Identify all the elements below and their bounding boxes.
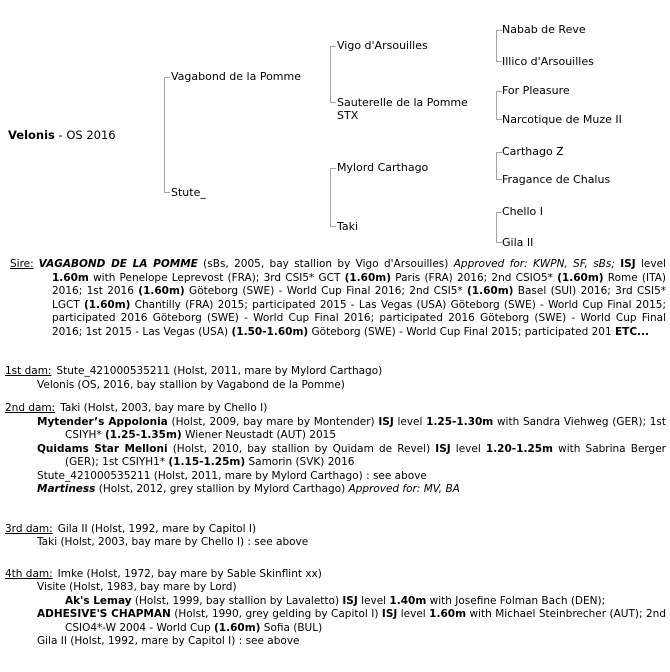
tree-bracket-sire-dam [496, 91, 497, 120]
dam2-heading-line [5, 402, 666, 416]
dam2-offspring-line: Quidams Star Melloni (Holst, 2010, bay stallion by Quidam de Revel) ISJ level 1.20-1.25m with Sabrina Berger (GER); 1st CSIYH1* (1.15-1.25m) Samorin (SVK) 2016 [37, 442, 666, 468]
section-3rd-dam [5, 523, 666, 550]
node-sire: Vagabond de la Pomme [171, 70, 302, 83]
dam2-offspring-line: Martiness (Holst, 2012, grey stallion by Mylord Carthago) Approved for: MV, BA [37, 483, 460, 495]
dam1-name-line: Stute_421000535211 (Holst, 2011, mare by Mylord Carthago) [56, 365, 383, 377]
dam1-offspring-line: Velonis (OS, 2016, bay stallion by Vagabond de la Pomme) [37, 378, 345, 391]
sire-paragraph [5, 258, 666, 339]
dam4-offspring-line: ADHESIVE'S CHAPMAN (Holst, 1990, grey gelding by Capitol I) ISJ level 1.60m with Michael Steinbrecher (AUT); 2nd CSIO4*-W 2004 - World Cup (1.60m) Sofia (BUL) [37, 608, 666, 634]
section-4th-dam [5, 568, 666, 649]
tree-bracket-sire-sire [496, 30, 497, 62]
node-ss-dam: Illico d'Arsouilles [502, 55, 594, 68]
tree-bracket-dam-dam [496, 212, 497, 243]
tree-bracket-sire [330, 46, 331, 103]
section-heading-3rd-dam: 3rd dam: [5, 522, 53, 535]
dam4-heading-line [5, 568, 666, 582]
node-sd-sire: For Pleasure [502, 84, 570, 97]
dam3-name-line: Gila II (Holst, 1992, mare by Capitol I) [57, 522, 257, 535]
node-ss-sire: Nabab de Reve [502, 23, 586, 36]
node-dam-sire: Mylord Carthago [337, 161, 429, 174]
dam3-heading-line [5, 523, 666, 537]
section-heading-4th-dam: 4th dam: [5, 567, 53, 580]
root-horse-name-bold: Velonis [8, 128, 55, 142]
node-ds-dam: Fragance de Chalus [502, 173, 611, 186]
dam4-name-line: Imke (Holst, 1972, bay mare by Sable Skinflint xx) [57, 567, 322, 580]
dam1-heading-line [5, 365, 666, 379]
node-dd-dam: Gila II [502, 236, 534, 249]
root-horse-name [8, 129, 116, 142]
dam2-name-line: Taki (Holst, 2003, bay mare by Chello I) [60, 402, 268, 414]
dam2-offspring-line: Stute_421000535211 (Holst, 2011, mare by Mylord Carthago) : see above [37, 469, 427, 482]
sire-details: VAGABOND DE LA POMME (sBs, 2005, bay stallion by Vigo d'Arsouilles) Approved for: KWPN, SF, sBs; ISJ level 1.60m with Penelope Leprevost (FRA); 3rd CSI5* GCT (1.60m) Paris (FRA) 2016; 2nd CSIO5* (1.60m) Rome (ITA) 2016; 1st 2016 (1.60m) Göteborg (SWE) - World Cup Final 2016; 2nd CSI5* (1.60m) Basel (SUI) 2016; 3rd CSI5* LGCT (1.60m) Chantilly (FRA) 2015; participated 2015 - Las Vegas (USA) Göteborg (SWE) - World Cup Final 2015; participated 2016 Göteborg (SWE) - World Cup Final 2016; participated 2016 Göteborg (SWE) - World Cup Final 2016; 1st 2015 - Las Vegas (USA) (1.50-1.60m) Göteborg (SWE) - World Cup Final 2015; participated 201 ETC... [38, 258, 667, 338]
tree-bracket-dam [330, 168, 331, 227]
section-2nd-dam [5, 402, 666, 497]
dam4-offspring-line: Visite (Holst, 1983, bay mare by Lord) [37, 581, 237, 593]
dam2-offspring-line: Mytender’s Appolonia (Holst, 2009, bay mare by Montender) ISJ level 1.25-1.30m with Sandra Viehweg (GER); 1st CSIYH* (1.25-1.35m) Wiener Neustadt (AUT) 2015 [37, 415, 667, 441]
pedigree-text [0, 253, 670, 649]
section-heading-2nd-dam: 2nd dam: [5, 402, 56, 414]
node-dd-sire: Chello I [502, 205, 544, 218]
section-1st-dam [5, 365, 666, 392]
node-ds-sire: Carthago Z [502, 145, 564, 158]
dam4-grandoffspring-line: Ak's Lemay (Holst, 1999, bay stallion by Lavaletto) ISJ level 1.40m with Josefine Folman Bach (DEN); [65, 594, 606, 607]
section-heading-sire: Sire: [10, 258, 34, 270]
node-sire-sire: Vigo d'Arsouilles [337, 39, 428, 52]
node-dam-dam: Taki [337, 220, 359, 233]
node-sd-dam: Narcotique de Muze II [502, 113, 622, 126]
pedigree-tree [0, 0, 670, 253]
dam3-offspring-line: Taki (Holst, 2003, bay mare by Chello I) : see above [37, 536, 309, 548]
tree-bracket-gen2 [164, 77, 165, 193]
dam4-offspring-line: Gila II (Holst, 1992, mare by Capitol I) : see above [37, 635, 300, 647]
tree-bracket-dam-sire [496, 152, 497, 180]
section-sire [5, 258, 666, 339]
node-dam: Stute_ [171, 186, 206, 199]
root-horse-suffix: - OS 2016 [54, 128, 116, 142]
section-heading-1st-dam: 1st dam: [5, 365, 52, 377]
node-sire-dam: Sauterelle de la Pomme STX [337, 96, 468, 122]
